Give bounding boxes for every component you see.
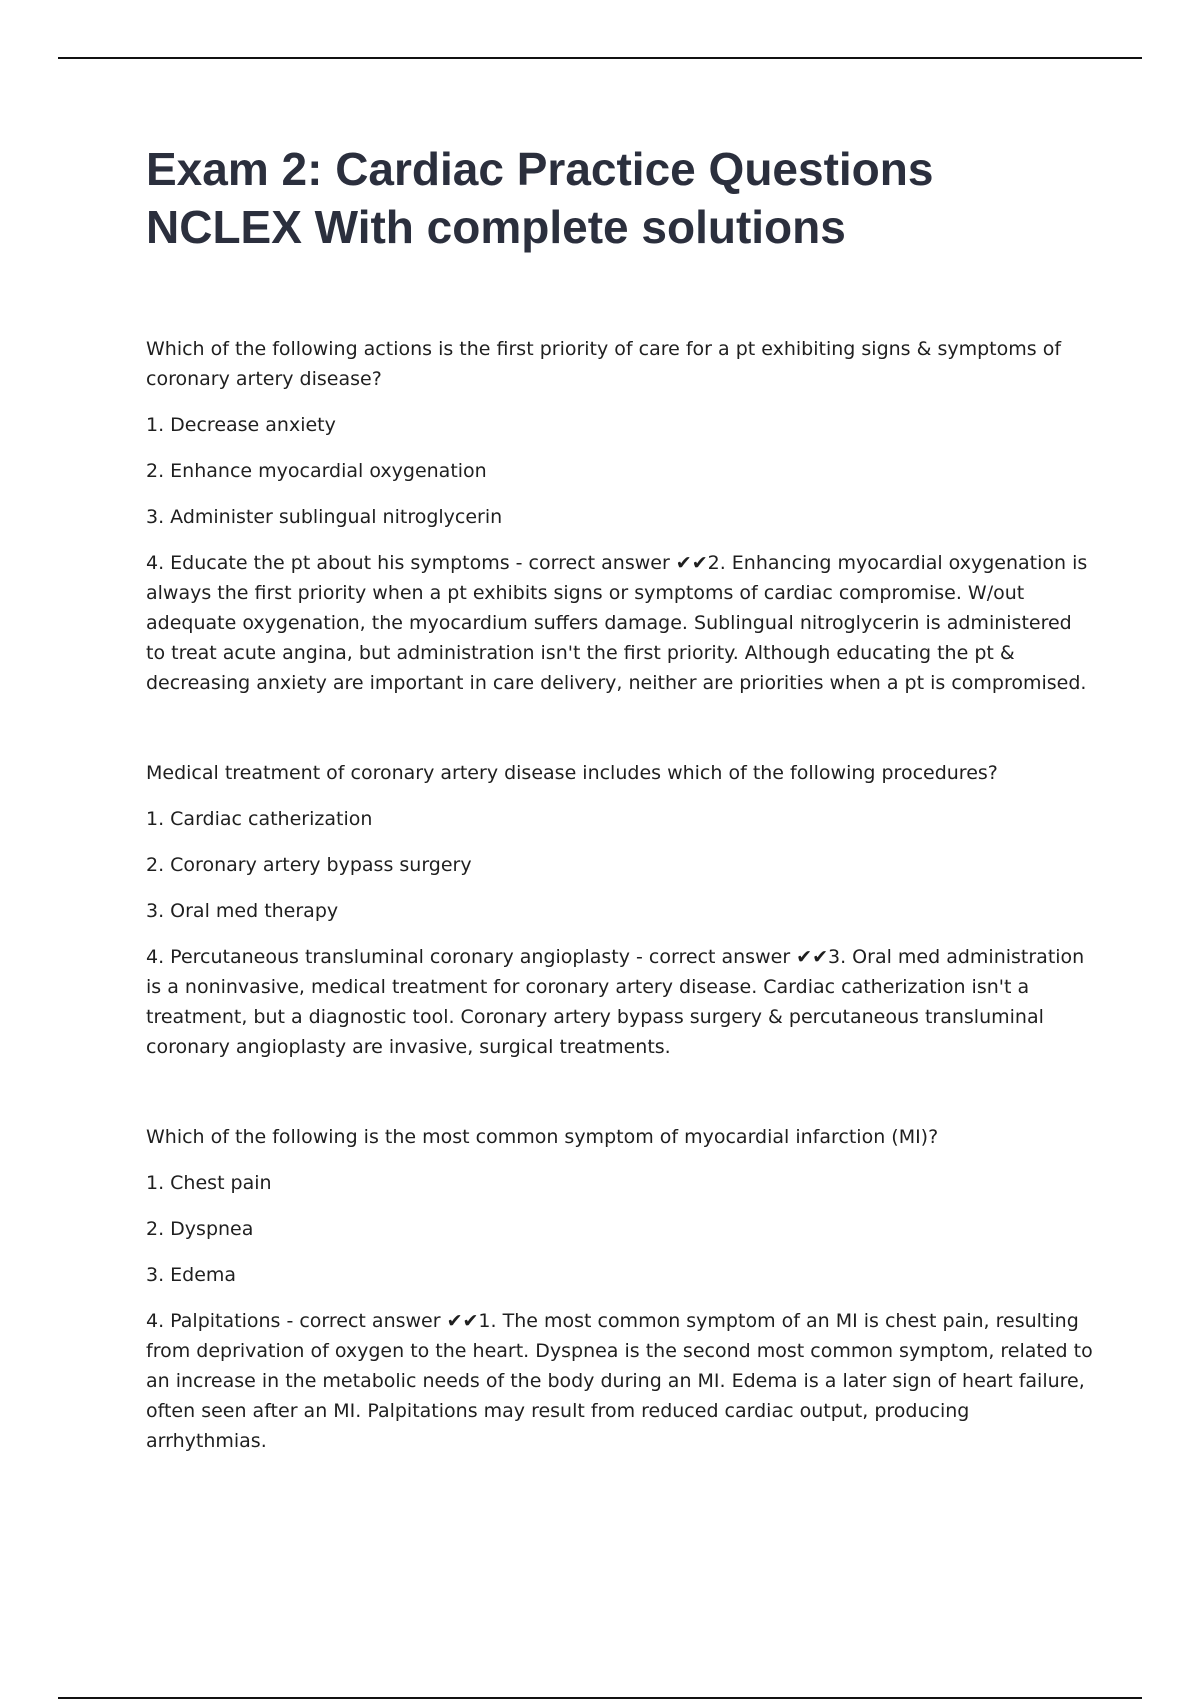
option-3: 3. Edema	[146, 1264, 237, 1286]
top-divider	[58, 57, 1142, 59]
question-stem: Which of the following is the most common symptom of myocardial infarction (MI)?	[146, 1126, 939, 1148]
question-1	[146, 334, 1096, 698]
option-4-with-answer: 4. Percutaneous transluminal coronary angioplasty - correct answer ✔✔3. Oral med administration is a noninvasive, medical treatment for coronary artery disease. Cardiac catherization isn't a treatment, but a diagnostic tool. Coronary artery bypass surgery & percutaneous transluminal coronary angioplasty are invasive, surgical treatments.	[146, 946, 1085, 1058]
question-2	[146, 758, 1096, 1062]
option-2: 2. Enhance myocardial oxygenation	[146, 460, 487, 482]
option-1: 1. Decrease anxiety	[146, 414, 336, 436]
option-4-with-answer: 4. Educate the pt about his symptoms - correct answer ✔✔2. Enhancing myocardial oxygenation is always the first priority when a pt exhibits signs or symptoms of cardiac compromise. W/out adequate oxygenation, the myocardium suffers damage. Sublingual nitroglycerin is administered to treat acute angina, but administration isn't the first priority. Although educating the pt & decreasing anxiety are important in care delivery, neither are priorities when a pt is compromised.	[146, 552, 1088, 694]
option-1: 1. Chest pain	[146, 1172, 272, 1194]
option-4-with-answer: 4. Palpitations - correct answer ✔✔1. The most common symptom of an MI is chest pain, resulting from deprivation of oxygen to the heart. Dyspnea is the second most common symptom, related to an increase in the metabolic needs of the body during an MI. Edema is a later sign of heart failure, often seen after an MI. Palpitations may result from reduced cardiac output, producing arrhythmias.	[146, 1310, 1093, 1452]
option-3: 3. Oral med therapy	[146, 900, 339, 922]
option-1: 1. Cardiac catherization	[146, 808, 373, 830]
document-title	[146, 140, 1096, 256]
option-2: 2. Dyspnea	[146, 1218, 254, 1240]
bottom-divider	[58, 1697, 1142, 1699]
title-line-2: NCLEX With complete solutions	[146, 201, 846, 253]
title-line-1: Exam 2: Cardiac Practice Questions	[146, 143, 934, 195]
question-3	[146, 1122, 1096, 1456]
question-list	[146, 334, 1096, 1456]
question-stem: Medical treatment of coronary artery disease includes which of the following procedures?	[146, 762, 998, 784]
option-2: 2. Coronary artery bypass surgery	[146, 854, 472, 876]
question-stem: Which of the following actions is the first priority of care for a pt exhibiting signs & symptoms of coronary artery disease?	[146, 338, 1062, 390]
option-3: 3. Administer sublingual nitroglycerin	[146, 506, 503, 528]
document-body	[146, 140, 1096, 1516]
